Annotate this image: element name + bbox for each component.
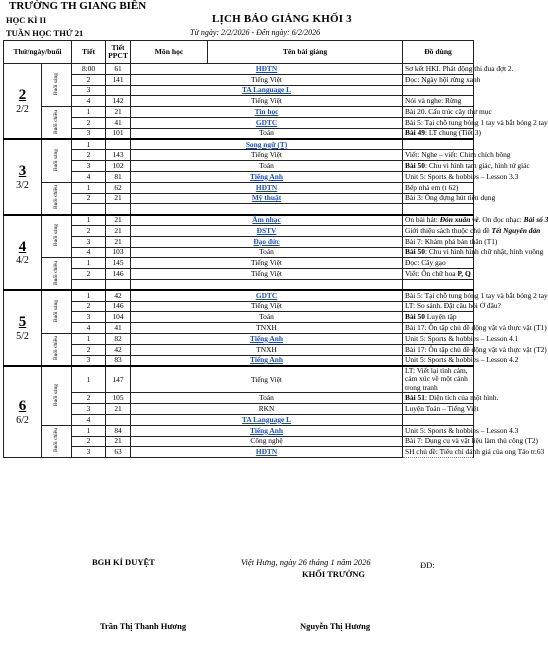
lesson-text: Unit 5: Sports & hobbies – Lesson 3.3 [405,171,519,181]
lesson-title [403,236,498,247]
subject-name: TA Language L [131,85,403,96]
day-date: 6/2 [16,414,29,426]
ppct-number: 62 [106,182,131,193]
schedule-body [4,63,548,458]
lesson-title [403,247,544,258]
lesson-text: Giới thiệu sách thuộc chủ đề [405,225,492,235]
lesson-title [403,290,548,301]
lesson-text: : Chu vi hình tam giác, hình tứ giác [424,161,530,170]
ppct-number: 141 [106,74,131,85]
period-number: 1 [72,182,106,193]
period-number: 2 [72,344,106,355]
subject-name: Tiếng Việt [131,366,403,393]
subject-name: ĐSTV [131,225,403,236]
lesson-emphasis-2: Bài số 3 [523,215,548,225]
ppct-number: 104 [106,312,131,323]
lesson-title [403,447,545,458]
period-number: 1 [72,333,106,344]
lesson-text: Unit 5: Sports & hobbies – Lesson 4.2 [405,355,519,365]
ppct-number: 82 [106,333,131,344]
table-row [4,96,474,107]
lesson-title [403,63,514,75]
lesson-title [403,128,481,139]
period-number: 2 [72,436,106,447]
place-date-text: Việt Hưng, ngày 26 tháng 1 năm 2026 [241,557,371,567]
week-label: TUẦN HỌC THỨ 21 [6,28,84,38]
lesson-title [403,366,474,393]
lesson-title [403,215,548,226]
table-row [4,290,474,301]
day-cell [4,139,42,215]
school-name: TRƯỜNG TH GIANG BIÊN [9,0,147,12]
period-number: 2 [72,393,106,404]
lesson-title [403,344,547,355]
period-number: 4 [72,96,106,107]
period-number: 3 [72,85,106,96]
subject-name: Tiếng Việt [131,74,403,85]
subject-name: Song ngữ (T) [131,139,403,150]
table-row [4,301,474,312]
session-label: Buổi chiều [52,109,59,134]
lesson-title [403,204,474,215]
period-number: 3 [72,312,106,323]
period-number: 3 [72,236,106,247]
ppct-number: 83 [106,355,131,366]
subject-name: Toán [131,247,403,258]
period-number: 3 [72,404,106,415]
period-number: 2 [72,269,106,280]
subject-name: TNXH [131,344,403,355]
ppct-number: 143 [106,150,131,161]
col-header-subject: Môn học [131,41,208,64]
ppct-number: 21 [106,404,131,415]
table-row [4,312,474,323]
lesson-text: Bài 7: Khám phá bản thân (T1) [405,236,498,246]
ppct-number: 101 [106,128,131,139]
ppct-number: 145 [106,258,131,269]
subject-name: HĐTN [131,447,403,458]
lesson-title [403,107,492,118]
subject-name: Tiếng Việt [131,269,403,280]
lesson-text: Đọc: Cây gạo [405,258,446,268]
table-row [4,215,474,226]
lesson-title [403,161,530,172]
ppct-number: 41 [106,117,131,128]
session-label: Buổi sáng [52,383,59,406]
subject-name: Toán [131,393,403,404]
session-label: Buổi sáng [52,224,59,247]
lesson-title [403,393,499,404]
subject-name: HĐTN [131,64,403,75]
session-cell [42,258,72,290]
place-date [241,557,371,567]
col-header-tiet: Tiết [72,41,106,64]
ppct-number: 142 [106,96,131,107]
lesson-title [403,74,481,85]
subject-name [131,204,403,215]
lesson-title [403,258,474,269]
table-row [4,414,474,425]
table-row [4,404,474,415]
session-label: Buổi sáng [52,72,59,96]
table-row [4,182,474,193]
lesson-text: LT: Viết lại tình cảm, cảm xúc về một cảnh trong tranh [405,365,468,392]
subject-name: GDTC [131,290,403,301]
lesson-bold-tail: P, Q [457,268,471,278]
period-number: 3 [72,128,106,139]
lesson-text: Bài 5: Tại chỗ tung bóng 1 tay và bắt bóng 2 tay [405,290,548,300]
col-header-lesson: Tên bài giảng [208,41,403,64]
lesson-title [403,96,474,107]
subject-name: Tiếng Anh [131,425,403,436]
period-number: 4 [72,414,106,425]
lesson-title [403,403,479,415]
lesson-text: Viết: Nghe – viết: Chim chích bông [405,150,511,160]
lesson-title [403,139,474,150]
session-cell [42,215,72,258]
table-row [4,323,474,334]
ppct-number [106,414,131,425]
lesson-title [403,301,501,312]
table-row [4,117,474,128]
subject-name: HĐTN [131,182,403,193]
table-row [4,366,474,393]
period-number [72,279,106,290]
table-row [4,258,474,269]
ppct-number: 102 [106,161,131,172]
session-label: Buổi chiều [52,336,59,361]
table-row [4,247,474,258]
subject-name: TA Language L [131,414,403,425]
session-cell [42,182,72,214]
period-number: 3 [72,355,106,366]
period-number: 2 [72,150,106,161]
lesson-title [403,312,474,323]
lesson-text: : Diện tích của một hình. [424,393,499,403]
dd-label: ĐD: [420,560,435,570]
subject-name [131,279,403,290]
ppct-number: 84 [106,425,131,436]
ppct-number: 63 [106,447,131,458]
date-range: Từ ngày: 2/2/2026 - Đến ngày: 6/2/2026 [190,28,321,37]
lesson-title [403,150,511,161]
page-title: LỊCH BÁO GIẢNG KHỐI 3 [212,13,352,25]
ppct-number: 61 [106,64,131,75]
ppct-number [106,85,131,96]
table-row [4,344,474,355]
lesson-text: Unit 5: Sports & hobbies – Lesson 4.3 [405,425,519,435]
session-cell [42,139,72,182]
day-cell [4,64,42,140]
period-number: 2 [72,225,106,236]
lesson-title [403,85,474,96]
table-row [4,225,474,236]
subject-name: Công nghệ [131,436,403,447]
ppct-number: 103 [106,247,131,258]
period-number: 1 [72,258,106,269]
lesson-title [403,355,519,366]
lesson-text: Đọc: Ngày hội rừng xanh [405,74,481,84]
lesson-text: Bài 3: Ống đựng hút tiện dụng [405,193,496,203]
subject-name: Toán [131,161,403,172]
session-label: Buổi chiều [52,428,59,453]
subject-name: Đạo đức [131,236,403,247]
col-header-day: Thứ/ngày/buổi [4,41,72,64]
subject-name: Tiếng Việt [131,96,403,107]
ppct-number: 21 [106,436,131,447]
lesson-text: : Chu vi hình hình chữ nhật, hình vuông [424,247,544,257]
period-number: 8:00 [72,64,106,75]
table-row [4,139,474,150]
lesson-text: : LT chung (Tiết 3) [424,128,481,138]
day-number: 5 [18,314,27,331]
period-number: 2 [72,117,106,128]
lesson-text: Bài 5: Tại chỗ tung bóng 1 tay và bắt bóng 2 tay [405,117,548,127]
period-number: 1 [72,107,106,118]
table-row [4,161,474,172]
day-number: 6 [18,398,27,415]
ppct-number: 42 [106,344,131,355]
table-row [4,393,474,404]
period-number: 1 [72,139,106,150]
table-row [4,333,474,344]
lesson-text: Unit 5: Sports & hobbies – Lesson 4.1 [405,333,519,343]
period-number: 1 [72,215,106,226]
lesson-title [403,436,539,447]
table-row [4,107,474,118]
ppct-number: 21 [106,215,131,226]
ppct-number [106,204,131,215]
subject-name: Tiếng Việt [131,258,403,269]
lesson-title [403,182,474,193]
lesson-text: Bếp nhà em (t 62) [405,182,459,192]
day-number: 4 [18,238,27,255]
ppct-number: 81 [106,171,131,182]
lesson-text: Sơ kết HKI. Phát động thi đua đợt 2. [405,63,514,73]
period-number: 1 [72,290,106,301]
table-header-row [4,41,474,64]
session-cell [42,107,72,139]
table-row [4,193,474,204]
lesson-title [403,171,519,182]
lesson-bold-part: Bài 51 [405,393,425,403]
col-header-ppct: Tiết PPCT [106,41,131,64]
lesson-title [403,193,496,204]
lesson-title [403,333,519,344]
lesson-text: LT: So sánh. Đặt câu hỏi Ở đâu? [405,301,501,311]
lesson-bold-part: Bài 50 [405,247,425,257]
subject-name: TNXH [131,323,403,334]
lesson-emphasis: Tết Nguyên đán [491,225,541,235]
ppct-number: 147 [106,366,131,393]
table-row [4,279,474,290]
lesson-text: Bài 17: Ôn tập chủ đề động vật và thực vật (T2) [405,344,547,354]
period-number: 4 [72,247,106,258]
period-number: 3 [72,161,106,172]
table-row [4,447,474,458]
lesson-text: Luyện Toán – Tiếng Việt [405,403,479,413]
lesson-title [403,322,547,334]
subject-name: Tiếng Việt [131,150,403,161]
table-row [4,355,474,366]
subject-name: Tiếng Anh [131,333,403,344]
period-number: 2 [72,301,106,312]
lesson-title [403,269,474,280]
day-cell [4,215,42,291]
session-cell [42,64,72,107]
ppct-number: 21 [106,225,131,236]
subject-name: Âm nhạc [131,215,403,226]
period-number: 1 [72,425,106,436]
signer-left: Trần Thị Thanh Hương [100,621,187,631]
ppct-number: 21 [106,107,131,118]
lesson-bold-part: Bài 49 [405,128,425,138]
session-label: Buổi chiều [52,185,59,210]
schedule-table [3,40,548,458]
table-row [4,236,474,247]
session-label: Buổi chiều [52,260,59,285]
period-number: 4 [72,171,106,182]
session-cell [42,366,72,425]
lesson-text: Viết: Ôn chữ hoa [405,268,458,278]
day-date: 5/2 [16,330,29,342]
period-number: 4 [72,323,106,334]
lesson-title [403,414,474,425]
lesson-title [403,279,474,290]
lesson-title [403,225,541,236]
lesson-text: Luyện tập [424,312,457,322]
subject-name: Toán [131,128,403,139]
day-number: 3 [18,163,27,180]
day-number: 2 [18,87,27,104]
table-row [4,204,474,215]
lesson-title [403,117,548,128]
table-row [4,74,474,85]
subject-name: Tiếng Việt [131,301,403,312]
ppct-number: 42 [106,290,131,301]
day-date: 2/2 [16,103,29,115]
lesson-text: SH chủ đề: Tiêu chí đánh giá của ong Táo tr.63 [405,447,545,457]
table-row [4,171,474,182]
period-number [72,204,106,215]
table-row [4,425,474,436]
session-cell [42,425,72,457]
subject-name: Mỹ thuật [131,193,403,204]
lesson-bold-part: Bài 50 [405,161,425,170]
session-label: Buổi sáng [52,299,59,323]
table-row [4,85,474,96]
ppct-number: 146 [106,269,131,280]
col-header-tool: Đồ dùng [403,41,474,64]
session-cell [42,290,72,333]
period-number: 1 [72,366,106,393]
day-cell [4,290,42,366]
approval-label: BGH KÍ DUYỆT [92,557,155,567]
day-cell [4,366,42,458]
period-number: 2 [72,193,106,204]
day-date: 4/2 [16,255,29,267]
subject-name: GDTC [131,117,403,128]
ppct-number: 105 [106,393,131,404]
subject-name: RKN [131,404,403,415]
lesson-bold-part: Bài 50 [405,312,425,322]
lesson-text: Nói và nghe: Rừng [405,96,462,106]
table-row [4,269,474,280]
table-row [4,436,474,447]
subject-name: Tin học [131,107,403,118]
period-number: 2 [72,74,106,85]
table-row [4,64,474,75]
subject-name: Tiếng Anh [131,355,403,366]
head-title: KHỐI TRƯỞNG [302,569,366,579]
session-cell [42,333,72,365]
lesson-emphasis: Đón xuân về [439,215,479,225]
lesson-title [403,425,519,436]
lesson-text: Bài 7: Dụng cụ và vật liệu làm thủ công (T2) [405,436,539,446]
ppct-number [106,279,131,290]
day-date: 3/2 [16,179,29,191]
signer-right: Nguyễn Thị Hương [300,621,371,631]
table-row [4,128,474,139]
ppct-number: 41 [106,323,131,334]
lesson-tail: . On đọc nhạc: [478,215,524,225]
subject-name: Tiếng Anh [131,171,403,182]
ppct-number: 21 [106,236,131,247]
period-number: 3 [72,447,106,458]
lesson-text: Bài 17: Ôn tập chủ đề động vật và thực vật (T1) [405,322,547,332]
lesson-text: Bài 20. Cấu trúc cây thư mục [405,107,492,117]
term-label: HỌC KÌ II [6,15,47,25]
session-label: Buổi sáng [52,148,59,171]
lesson-text: On bài hát: [405,215,440,225]
table-row [4,150,474,161]
subject-name: Toán [131,312,403,323]
ppct-number: 146 [106,301,131,312]
ppct-number: 21 [106,193,131,204]
ppct-number [106,139,131,150]
